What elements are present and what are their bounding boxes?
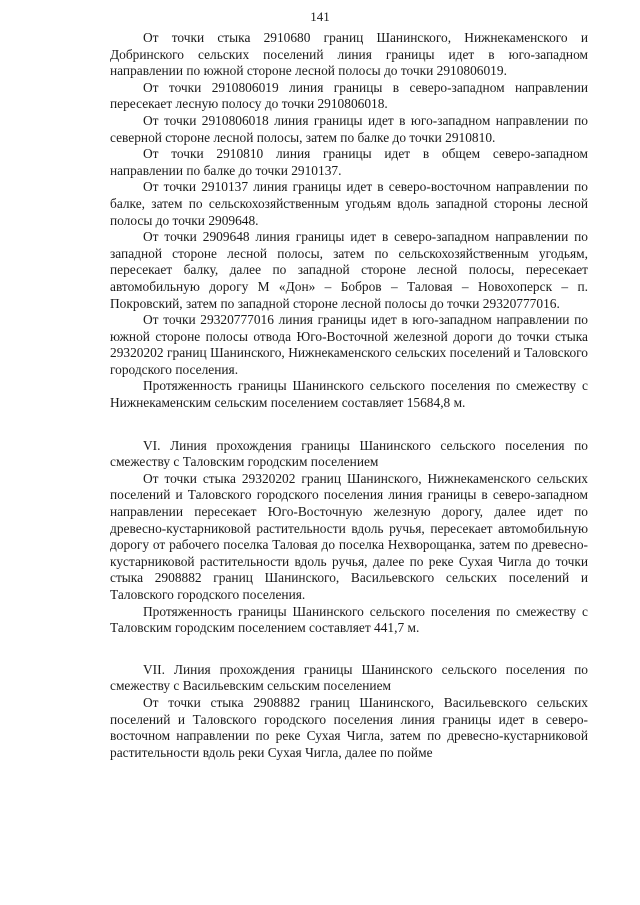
section-6-heading: VI. Линия прохождения границы Шанинского сельского поселения по смежеству с Таловским городским поселением — [110, 437, 588, 470]
paragraph-point-2910806019: От точки 2910806019 линия границы в северо-западном направлении пересекает лесную полосу до точки 2910806018. — [110, 79, 588, 112]
paragraph-point-2910137: От точки 2910137 линия границы идет в северо-восточном направлении по балке, затем по сельскохозяйственным угодьям вдоль западной стороны лесной полосы до точки 2909648. — [110, 179, 588, 228]
document-body — [110, 30, 588, 761]
paragraph-point-29320777016: От точки 29320777016 линия границы идет в юго-западном направлении по южной стороне полосы отвода Юго-Восточной железной дороги до точки стыка 29320202 границ Шанинского, Нижнекаменского сельских поселений и Таловского городского поселения. — [110, 312, 588, 377]
paragraph-point-2909648: От точки 2909648 линия границы идет в северо-западном направлении по западной стороне лесной полосы, затем по сельскохозяйственным угодьям, пересекает балку, далее по западной стороне лесной полосы, пересекает автомобильную дорогу М «Дон» – Бобров – Таловая – Новохоперск – п. Покровский, затем по западной стороне лесной полосы до точки 29320777016. — [110, 229, 588, 311]
paragraph-point-2910680: От точки стыка 2910680 границ Шанинского, Нижнекаменского и Добринского сельских поселений линия границы идет в юго-западном направлении по южной стороне лесной полосы до точки 2910806019. — [110, 30, 588, 79]
paragraph-length-nizhnekamensky: Протяженность границы Шанинского сельского поселения по смежеству с Нижнекаменским сельским поселением составляет 15684,8 м. — [110, 378, 588, 411]
section-6-paragraph-route: От точки стыка 29320202 границ Шанинского, Нижнекаменского сельских поселений и Таловского городского поселения линия границы в северо-западном направлении пересекает Юго-Восточную железную дорогу, далее идет по древесно-кустарниковой растительности вдоль ручья, пересекает автомобильную дорогу от рабочего поселка Таловая до поселка Нехворощанка, затем по древесно-кустарниковой растительности вдоль ручья, далее по реке Сухая Чигла до точки стыка 2908882 границ Шанинского, Васильевского сельских поселений и Таловского городского поселения. — [110, 470, 588, 602]
section-7-paragraph-route: От точки стыка 2908882 границ Шанинского, Васильевского сельских поселений и Таловского городского поселения линия границы идет в северо-восточном направлении по реке Сухая Чигла, затем по древесно-кустарниковой растительности вдоль реки Сухая Чигла, далее по пойме — [110, 694, 588, 760]
section-7-heading: VII. Линия прохождения границы Шанинского сельского поселения по смежеству с Васильевским сельским поселением — [110, 661, 588, 694]
page-number: 141 — [310, 9, 330, 24]
section-6-paragraph-length: Протяженность границы Шанинского сельского поселения по смежеству с Таловским городским поселением составляет 441,7 м. — [110, 603, 588, 636]
paragraph-point-2910806018: От точки 2910806018 линия границы идет в юго-западном направлении по северной стороне лесной полосы, затем по балке до точки 2910810. — [110, 112, 588, 145]
paragraph-point-2910810: От точки 2910810 линия границы идет в общем северо-западном направлении по балке до точки 2910137. — [110, 146, 588, 178]
